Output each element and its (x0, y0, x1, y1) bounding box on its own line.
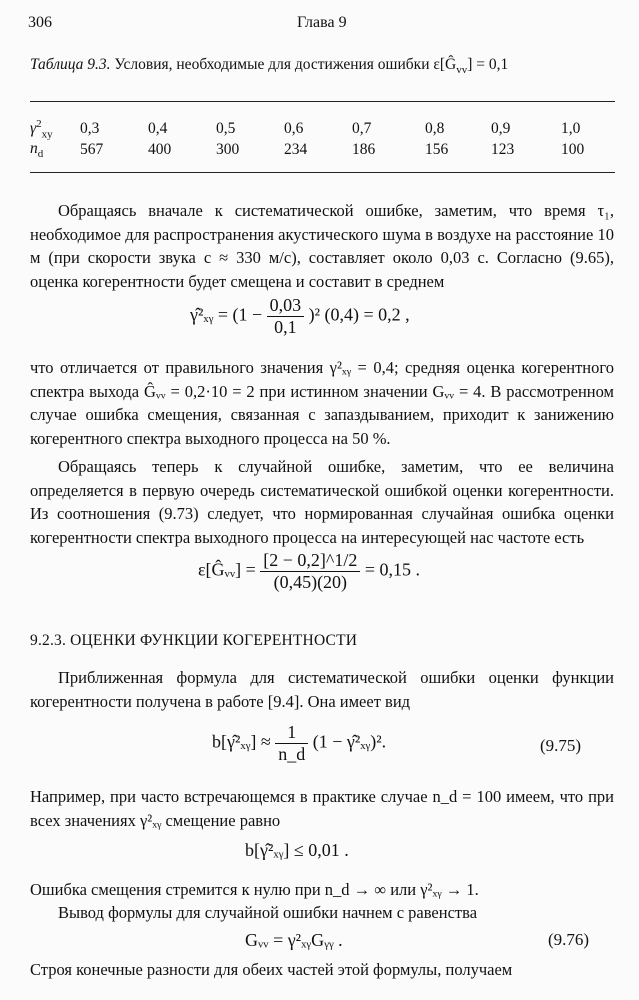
row-label: $\gamma^2_{xy}$ (30, 118, 53, 141)
equation-3: b[γ̂²ₓᵧ] ≈ $\frac{1}{n\_d}$ (1 − γ̂²ₓᵧ)². (212, 722, 387, 764)
table-cell: 300 (216, 141, 240, 159)
equation-2: ε[Ĝᵥᵥ] = $\frac{[2 - 0,2]\^{}1/2}{(0,45)(20)}$ = 0,15 . (198, 550, 421, 592)
equation-5: Gᵥᵥ = γ²ₓᵧGᵧᵧ . (245, 930, 343, 950)
caption-label: Таблица 9.3. (30, 56, 111, 73)
paragraph-8: Строя конечные разности для обеих частей этой формулы, получаем (30, 960, 513, 979)
caption-end: ] = 0,1 (467, 56, 509, 73)
paragraph-4: Приближенная формула для систематической ошибки оценки функции когерентности получена в работе [9.4]. Она имеет вид (30, 668, 614, 711)
section-heading: 9.2.3. ОЦЕНКИ ФУНКЦИИ КОГЕРЕНТНОСТИ (30, 632, 358, 649)
table-cell: 0,6 (284, 120, 304, 138)
table-top-rule (30, 101, 615, 102)
table-caption (30, 56, 508, 76)
table-cell: 0,7 (352, 120, 372, 138)
paragraph-7: Вывод формулы для случайной ошибки начнем с равенства (58, 903, 478, 922)
table-cell: 100 (561, 141, 585, 159)
table-cell: 123 (491, 141, 515, 159)
paragraph-2: что отличается от правильного значения γ²ₓᵧ = 0,4; средняя оценка когерентного спектра выхода Ĝᵥᵥ = 0,2·10 = 2 при истинном значении Gᵥᵥ = 4. В рассмотренном случае ошибка смещения, связанная с запаздыванием, приходит к занижению когерентного спектра выходного процесса на 50 %. (30, 358, 614, 448)
table-cell: 1,0 (561, 120, 581, 138)
table-cell: 567 (80, 141, 104, 159)
equation-number-976: (9.76) (548, 930, 590, 949)
page-number: 306 (28, 14, 52, 31)
table-row (30, 140, 620, 160)
equation-1: γ̂²ₓᵧ = (1 − $\frac{0,03}{0,1}$ )² (0,4) = 0,2 , (190, 295, 410, 337)
paragraph-6: Ошибка смещения стремится к нулю при n_d → ∞ или γ²ₓᵧ → 1. (30, 880, 479, 899)
table-cell: 0,3 (80, 120, 100, 138)
equation-number-975: (9.75) (540, 736, 582, 755)
table-cell: 234 (284, 141, 308, 159)
caption-text: Условия, необходимые для достижения ошибки ε[Ĝ (114, 56, 457, 73)
paragraph-5: Например, при часто встречающемся в практике случае n_d = 100 имеем, что при всех значениях γ²ₓᵧ смещение равно (30, 787, 614, 830)
equation-4: b[γ̂²ₓᵧ] ≤ 0,01 . (245, 840, 349, 860)
table-row (30, 118, 620, 140)
table-bottom-rule (30, 172, 615, 173)
table-cell: 186 (352, 141, 376, 159)
table-cell: 0,5 (216, 120, 236, 138)
table-cell: 400 (148, 141, 172, 159)
chapter-title: Глава 9 (297, 14, 347, 31)
paragraph-3: Обращаясь теперь к случайной ошибке, заметим, что ее величина определяется в первую очередь систематической ошибкой оценки когерентности. Из соотношения (9.73) следует, что нормированная случайная ошибка оценки когерентности спектра выходного процесса на интересующей нас частоте есть (30, 457, 614, 547)
data-table (30, 118, 620, 160)
caption-sub: vv (456, 64, 468, 77)
paragraph-1: Обращаясь вначале к систематической ошибке, заметим, что время τ₁, необходимое для распространения акустического шума в воздухе на расстояние 10 м (при скорости звука c ≈ 330 м/с), составляет около 0,03 с. Согласно (9.65), оценка когерентности будет смещена и составит в среднем (30, 201, 614, 291)
table-cell: 156 (425, 141, 449, 159)
row-label: $n_d$ (30, 140, 44, 161)
table-cell: 0,8 (425, 120, 445, 138)
table-cell: 0,9 (491, 120, 511, 138)
table-cell: 0,4 (148, 120, 168, 138)
